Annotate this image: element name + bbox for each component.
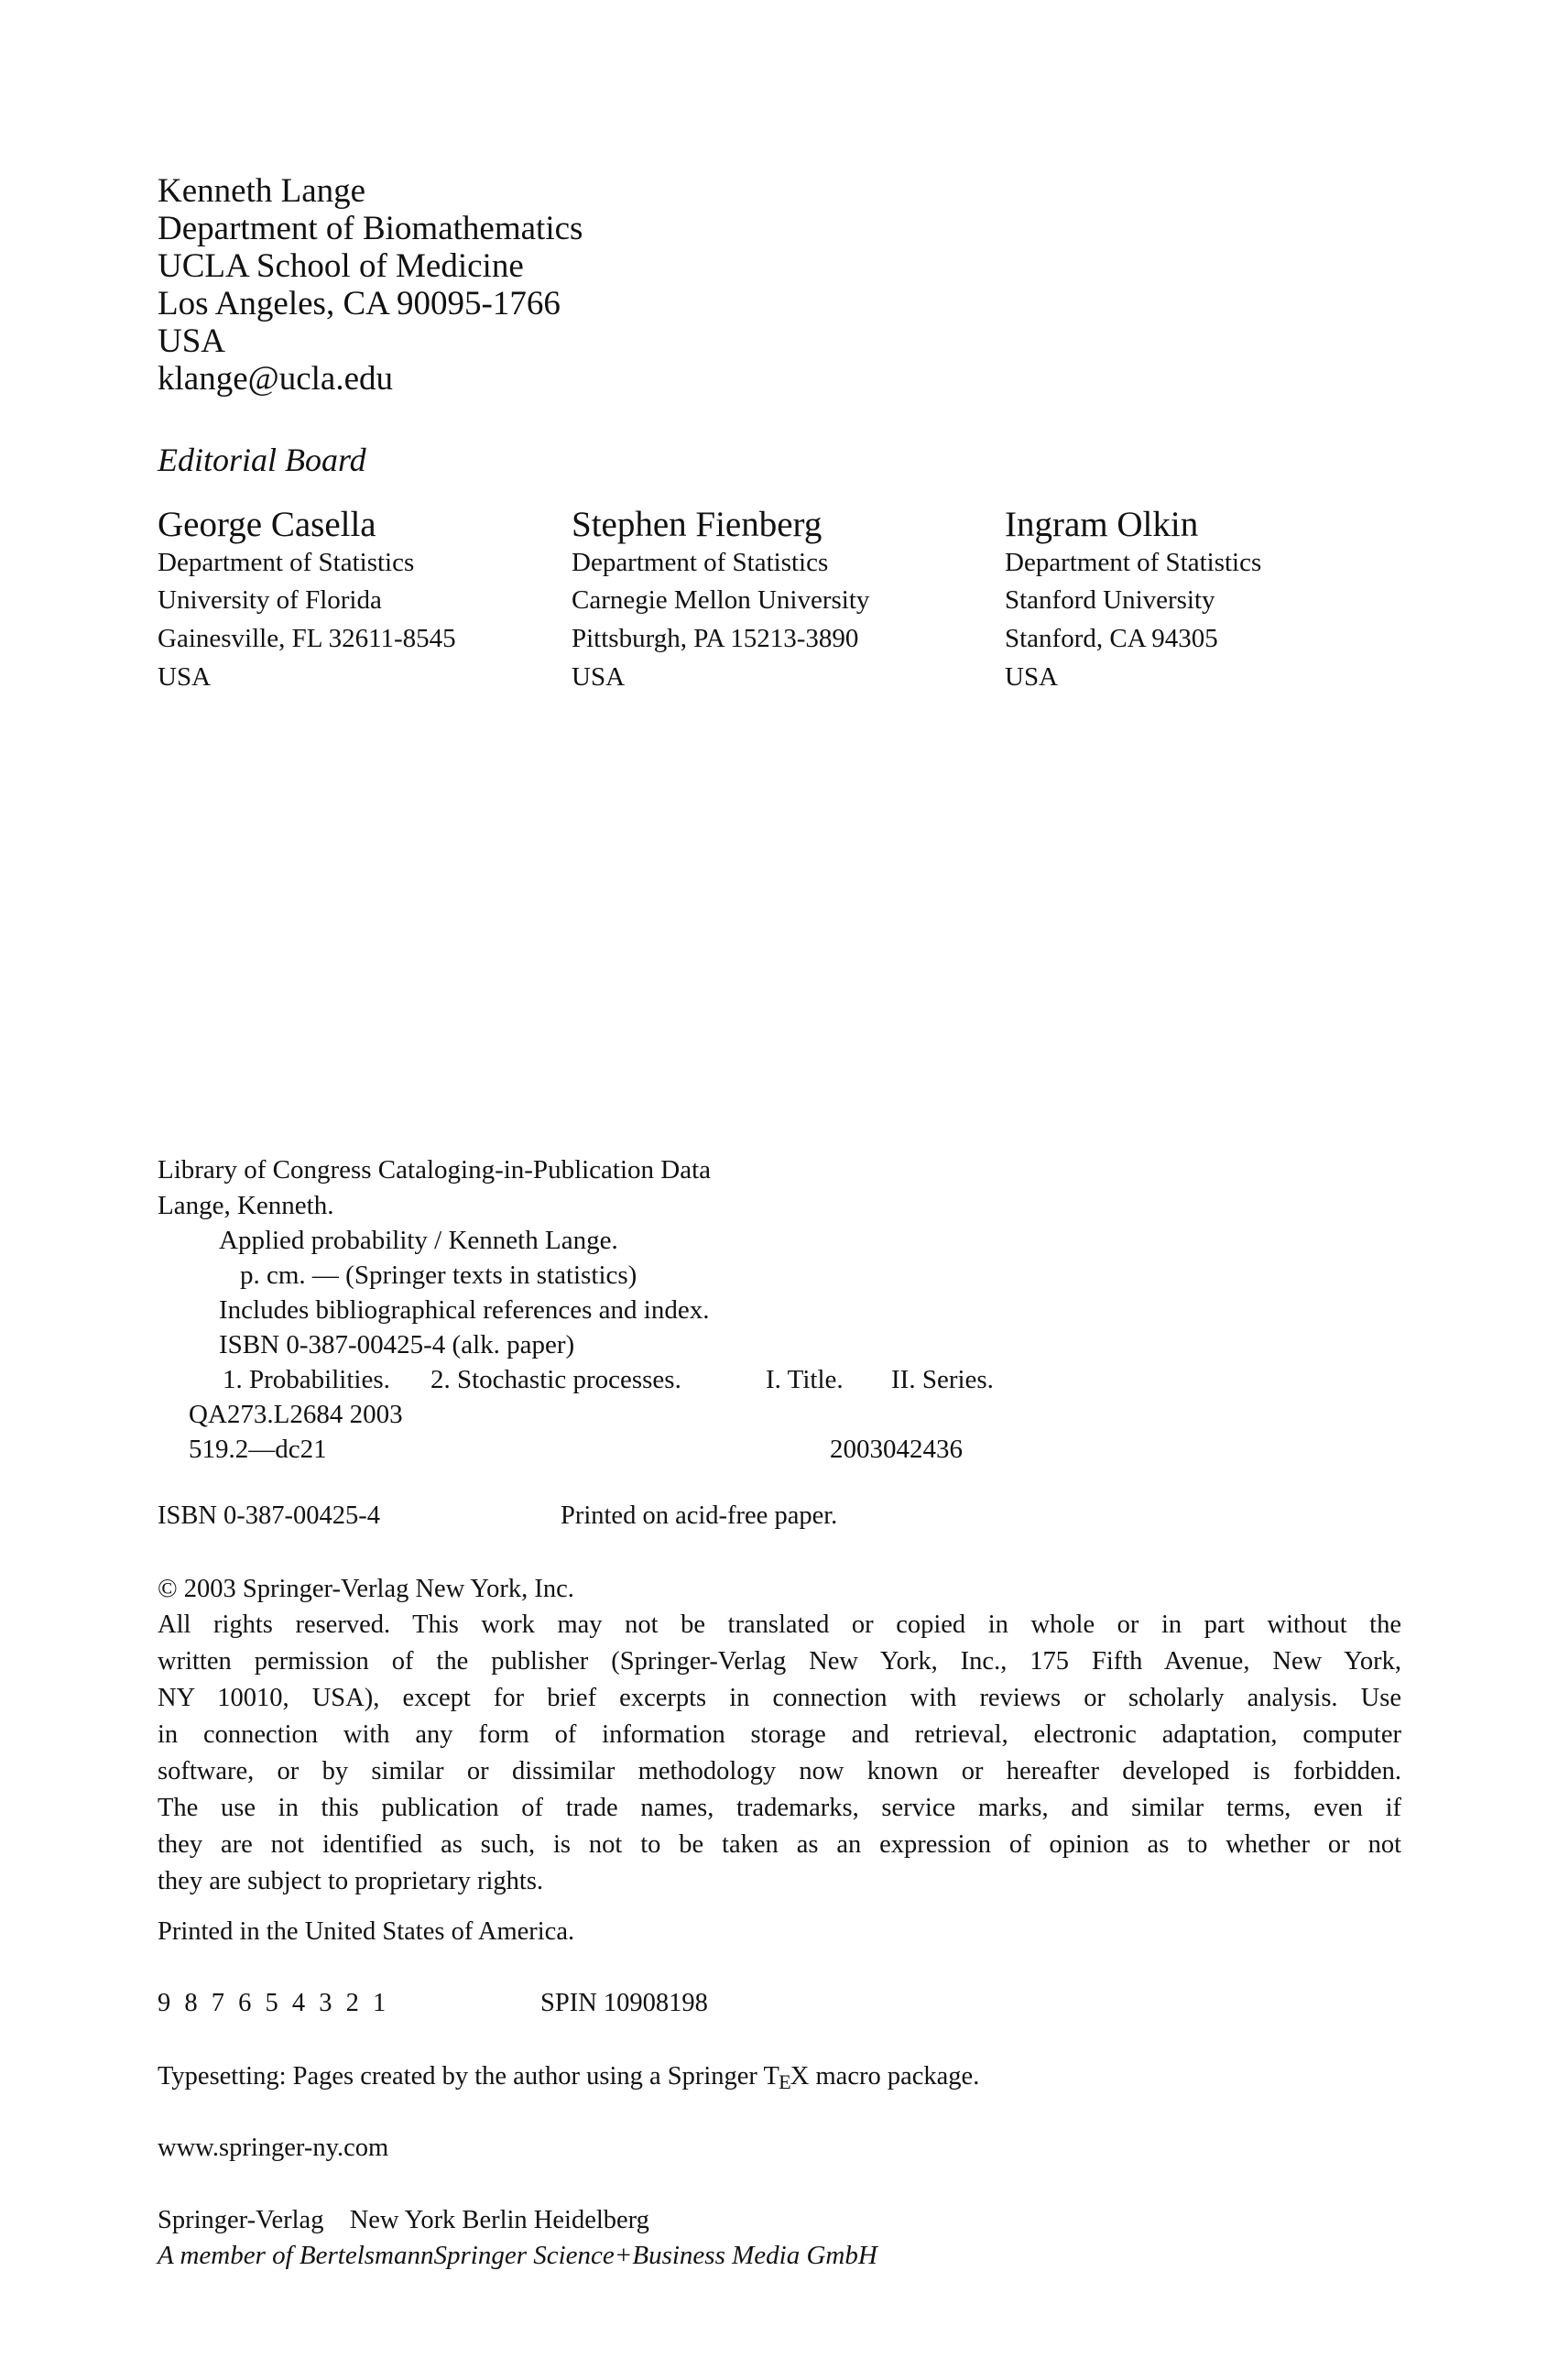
cip-heading: Library of Congress Cataloging-in-Publication Data xyxy=(158,1155,712,1185)
tex-logo-t: T xyxy=(763,2062,779,2091)
tex-logo-x: X xyxy=(790,2062,810,2091)
printed-in-country: Printed in the United States of America. xyxy=(158,1917,575,1946)
editor-casella-university: University of Florida xyxy=(158,585,382,615)
author-email: klange@ucla.edu xyxy=(158,360,393,398)
editor-olkin-country: USA xyxy=(1005,662,1059,692)
typesetting-tail: macro package. xyxy=(815,2062,980,2091)
rights-line: NY 10010, USA), except for brief excerpts in connection with reviews or scholarly analysis. Use xyxy=(158,1684,1401,1712)
spin-number: SPIN 10908198 xyxy=(540,1989,708,2017)
publisher-cities: New York Berlin Heidelberg xyxy=(349,2206,649,2234)
publisher-imprint xyxy=(158,2208,649,2234)
author-city: Los Angeles, CA 90095-1766 xyxy=(158,285,561,322)
rights-line: The use in this publication of trade names, trademarks, service marks, and similar terms, even if xyxy=(158,1794,1401,1822)
author-department: Department of Biomathematics xyxy=(158,210,583,247)
cip-isbn: ISBN 0-387-00425-4 (alk. paper) xyxy=(219,1330,575,1359)
typesetting-note xyxy=(158,2064,979,2092)
editor-fienberg-name: Stephen Fienberg xyxy=(572,505,823,544)
cip-lccn: 2003042436 xyxy=(830,1435,963,1464)
publisher-name: Springer-Verlag xyxy=(158,2206,324,2234)
cip-subject-title: I. Title. xyxy=(766,1365,844,1394)
editor-casella-city: Gainesville, FL 32611-8545 xyxy=(158,624,456,653)
isbn-number: ISBN 0-387-00425-4 xyxy=(158,1501,381,1530)
editor-fienberg-university: Carnegie Mellon University xyxy=(572,585,870,615)
editor-casella-department: Department of Statistics xyxy=(158,548,415,577)
editor-fienberg-city: Pittsburgh, PA 15213-3890 xyxy=(572,624,859,653)
cip-subject-1: 1. Probabilities. xyxy=(223,1365,390,1394)
author-country: USA xyxy=(158,322,226,360)
cip-dewey: 519.2—dc21 xyxy=(189,1435,327,1464)
rights-line: All rights reserved. This work may not be translated or copied in whole or in part without the xyxy=(158,1610,1401,1639)
cip-series: p. cm. — (Springer texts in statistics) xyxy=(240,1261,637,1290)
rights-line: they are not identified as such, is not to be taken as an expression of opinion as to whether or not xyxy=(158,1830,1401,1859)
author-name: Kenneth Lange xyxy=(158,172,366,210)
editor-olkin-name: Ingram Olkin xyxy=(1005,505,1199,544)
rights-paragraph xyxy=(158,1607,1401,1900)
cip-subject-series: II. Series. xyxy=(891,1365,994,1394)
typesetting-text: Typesetting: Pages created by the author using a Springer xyxy=(158,2062,757,2091)
editorial-board-heading: Editorial Board xyxy=(158,442,366,478)
editor-fienberg-country: USA xyxy=(572,662,626,692)
tex-logo xyxy=(764,2062,810,2091)
copyright-notice: © 2003 Springer-Verlag New York, Inc. xyxy=(158,1575,574,1603)
rights-line: software, or by similar or dissimilar methodology now known or hereafter developed is forbidden. xyxy=(158,1757,1401,1785)
editor-olkin-university: Stanford University xyxy=(1005,585,1215,615)
rights-line: written permission of the publisher (Springer-Verlag New York, Inc., 175 Fifth Avenue, New York, xyxy=(158,1647,1401,1676)
acid-free-paper-note: Printed on acid-free paper. xyxy=(561,1501,838,1530)
cip-call-number: QA273.L2684 2003 xyxy=(189,1400,403,1429)
author-school: UCLA School of Medicine xyxy=(158,247,524,285)
cip-includes: Includes bibliographical references and index. xyxy=(219,1295,710,1325)
editor-casella-name: George Casella xyxy=(158,505,376,544)
editor-casella-country: USA xyxy=(158,662,212,692)
rights-line: they are subject to proprietary rights. xyxy=(158,1867,544,1895)
printing-number-line: 9 8 7 6 5 4 3 2 1 xyxy=(158,1989,390,2017)
tex-logo-e: E xyxy=(779,2069,791,2093)
cip-title: Applied probability / Kenneth Lange. xyxy=(219,1226,618,1255)
editor-fienberg-department: Department of Statistics xyxy=(572,548,829,577)
publisher-website: www.springer-ny.com xyxy=(158,2134,389,2162)
cip-author: Lange, Kenneth. xyxy=(158,1191,334,1220)
publisher-membership: A member of BertelsmannSpringer Science+Business Media GmbH xyxy=(158,2241,877,2270)
editor-olkin-city: Stanford, CA 94305 xyxy=(1005,624,1218,653)
editor-olkin-department: Department of Statistics xyxy=(1005,548,1262,577)
cip-subject-2: 2. Stochastic processes. xyxy=(430,1365,681,1394)
rights-line: in connection with any form of information storage and retrieval, electronic adaptation, computer xyxy=(158,1720,1401,1749)
